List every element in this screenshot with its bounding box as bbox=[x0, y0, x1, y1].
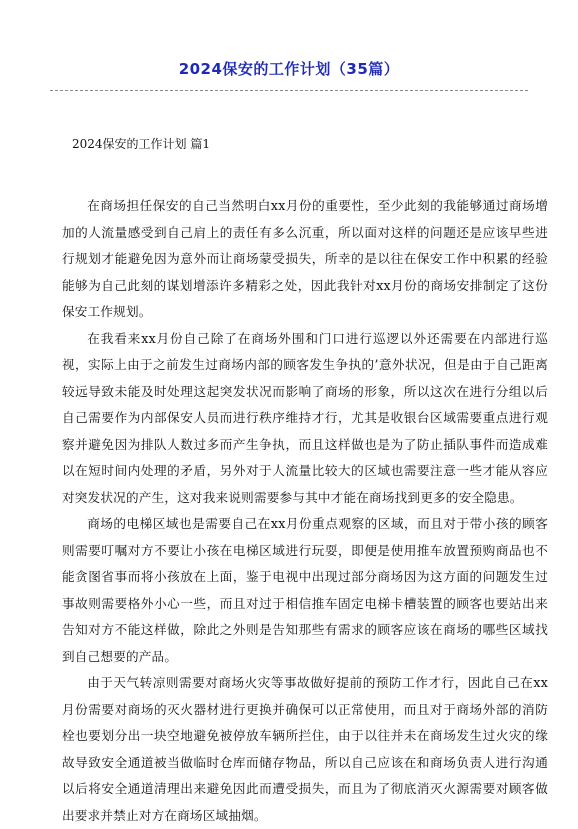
document-body bbox=[62, 193, 548, 829]
paragraph: 在我看来xx月份自己除了在商场外围和门口进行巡逻以外还需要在内部进行巡视，实际上由于之前发生过商场内部的顾客发生争执的’意外状况，但是由于自己距离较远导致未能及时处理这起突发状况而影响了商场的形象，所以这次在进行分组以后自己需要作为内部保安人员而进行秩序维持才行，尤其是收银台区域需要重点进行观察并避免因为排队人数过多而产生争执，而且这样做也是为了防止插队事件而造成难以在短时间内处理的矛盾，另外对于人流量比较大的区域也需要注意一些才能从容应对突发状况的产生，这对我来说则需要参与其中才能在商场找到更多的安全隐患。 bbox=[62, 330, 548, 505]
paragraph: 由于天气转凉则需要对商场火灾等事故做好提前的预防工作才行，因此自己在xx月份需要对商场的灭火器材进行更换并确保可以正常使用，而且对于商场外部的消防栓也要划分出一块空地避免被停放车辆所拦住，由于以往并未在商场发生过火灾的缘故导致安全通道被当做临时仓库而储存物品，所以自己应该在和商场负责人进行沟通以后将安全通道清理出来避免因此而遭受损失，而且为了彻底消灭火源需要对顾客做出要求并禁止对方在商场区域抽烟。 bbox=[62, 675, 548, 823]
paragraph: 商场的电梯区域也是需要自己在xx月份重点观察的区域，而且对于带小孩的顾客则需要叮嘱对方不要让小孩在电梯区域进行玩耍，即便是使用推车放置预购商品也不能贪图省事而将小孩放在上面，鉴于电视中出现过部分商场因为这方面的问题发生过事故则需要格外小心一些，而且对过于相信推车固定电梯卡槽装置的顾客也要站出来告知对方不能这样做，除此之外则是告知那些有需求的顾客应该在商场的哪些区域找到自己想要的产品。 bbox=[62, 516, 548, 664]
paragraph: 在商场担任保安的自己当然明白xx月份的重要性，至少此刻的我能够通过商场增加的人流量感受到自己肩上的责任有多么沉重，所以面对这样的问题还是应该早些进行规划才能避免因为意外而让商场蒙受损失，所幸的是以往在保安工作中积累的经验能够为自己此刻的谋划增添许多精彩之处，因此我针对xx月份的商场安排制定了这份保安工作规划。 bbox=[62, 198, 548, 319]
title-divider bbox=[50, 90, 528, 91]
section-heading: 2024保安的工作计划 篇1 bbox=[72, 137, 210, 151]
document-title: 2024保安的工作计划（35篇） bbox=[178, 60, 400, 78]
